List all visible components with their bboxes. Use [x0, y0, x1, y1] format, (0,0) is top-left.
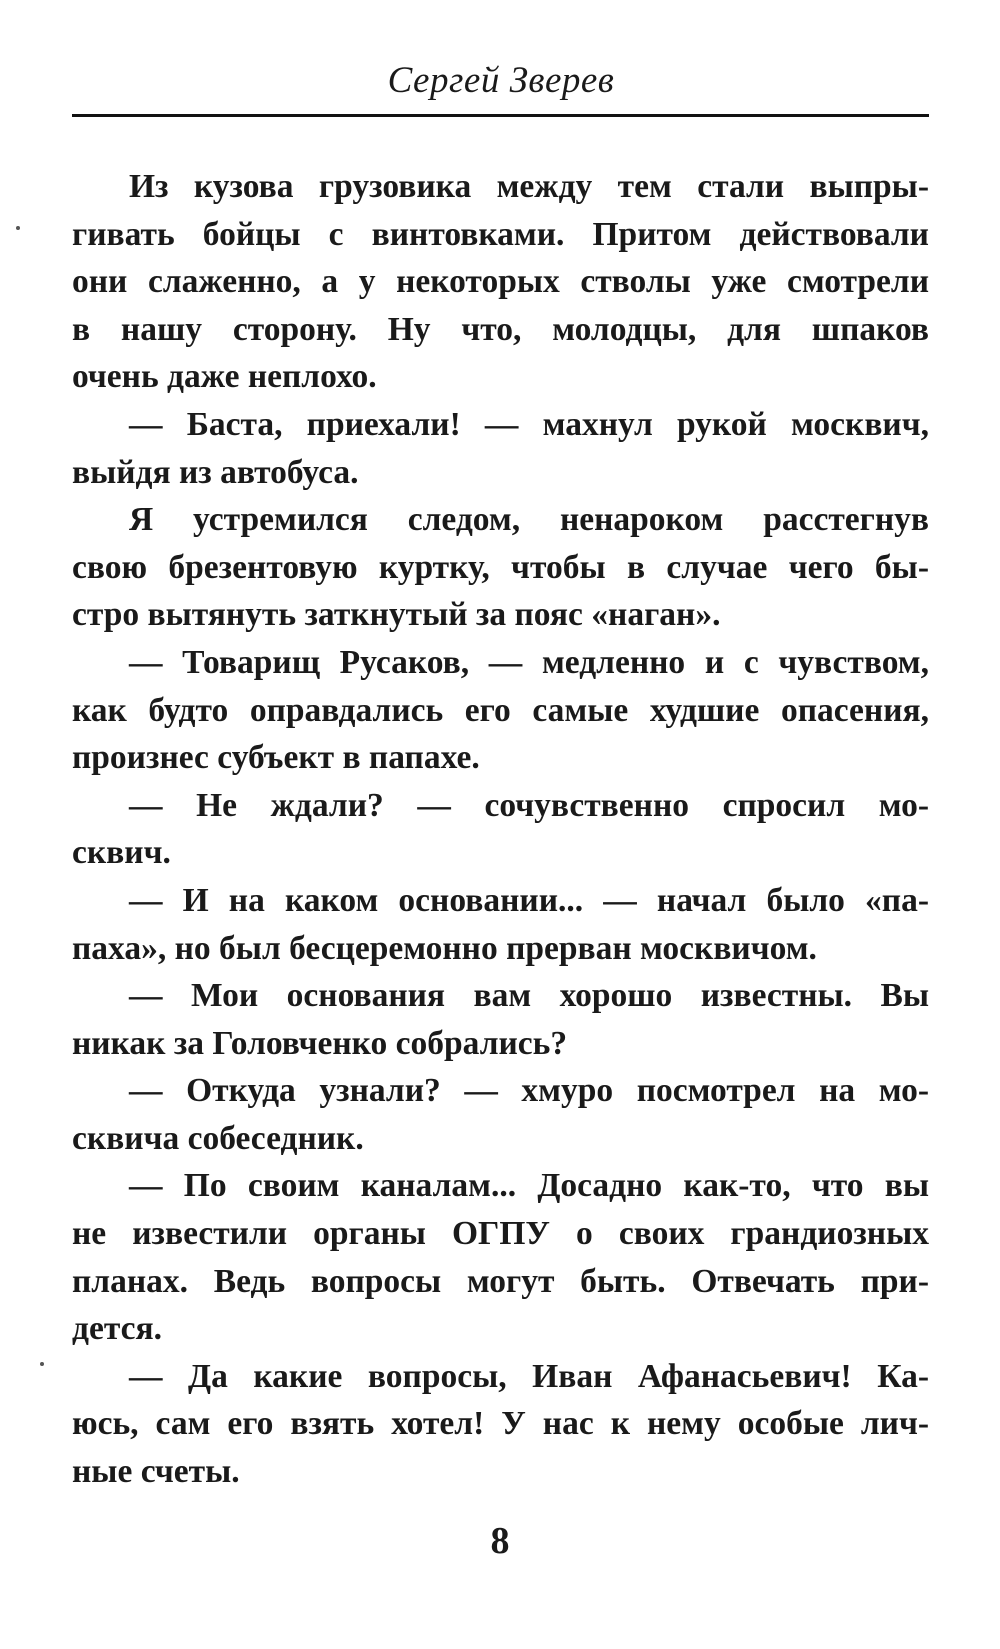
- text-line: не известили органы ОГПУ о своих грандиозных: [72, 1215, 929, 1253]
- text-line: свою брезентовую куртку, чтобы в случае чего бы-: [72, 548, 929, 586]
- text-line: — По своим каналам... Досадно как-то, что вы: [129, 1167, 929, 1205]
- text-line: гивать бойцы с винтовками. Притом действовали: [72, 215, 929, 253]
- text-line: сквича собеседник.: [72, 1119, 364, 1157]
- text-line: никак за Головченко собрались?: [72, 1024, 568, 1062]
- text-line: в нашу сторону. Ну что, молодцы, для шпаков: [72, 310, 929, 348]
- text-line: сквич.: [72, 834, 171, 872]
- text-line: — Да какие вопросы, Иван Афанасьевич! Ка-: [129, 1357, 929, 1395]
- text-line: они слаженно, а у некоторых стволы уже смотрели: [72, 263, 929, 301]
- text-line: юсь, сам его взять хотел! У нас к нему особые лич-: [72, 1405, 929, 1443]
- text-line: очень даже неплохо.: [72, 358, 377, 396]
- text-line: — Товарищ Русаков, — медленно и с чувством,: [129, 643, 929, 681]
- text-line: — И на каком основании... — начал было «па-: [129, 881, 929, 919]
- text-line: дется.: [72, 1310, 163, 1348]
- text-line: Я устремился следом, ненароком расстегнув: [129, 501, 929, 539]
- text-line: ные счеты.: [72, 1453, 240, 1491]
- text-line: — Откуда узнали? — хмуро посмотрел на мо-: [129, 1072, 929, 1110]
- text-line: выйдя из автобуса.: [72, 453, 359, 491]
- text-line: — Мои основания вам хорошо известны. Вы: [129, 977, 929, 1015]
- page-number: 8: [490, 1520, 510, 1562]
- text-line: как будто оправдались его самые худшие опасения,: [72, 691, 929, 729]
- text-line: — Баста, приехали! — махнул рукой москвич,: [129, 405, 929, 443]
- text-line: произнес субъект в папахе.: [72, 739, 480, 777]
- body-text: [72, 163, 929, 1496]
- text-line: стро вытянуть заткнутый за пояс «наган».: [72, 596, 721, 634]
- header-rule: [72, 114, 929, 117]
- running-header-author: Сергей Зверев: [387, 60, 615, 101]
- text-line: Из кузова грузовика между тем стали выпры-: [129, 168, 929, 205]
- scan-speck: [16, 226, 20, 230]
- text-line: паха», но был бесцеремонно прерван москвичом.: [72, 929, 817, 967]
- text-line: — Не ждали? — сочувственно спросил мо-: [129, 786, 929, 824]
- text-line: планах. Ведь вопросы могут быть. Отвечать при-: [72, 1262, 929, 1300]
- scan-speck: [40, 1362, 44, 1366]
